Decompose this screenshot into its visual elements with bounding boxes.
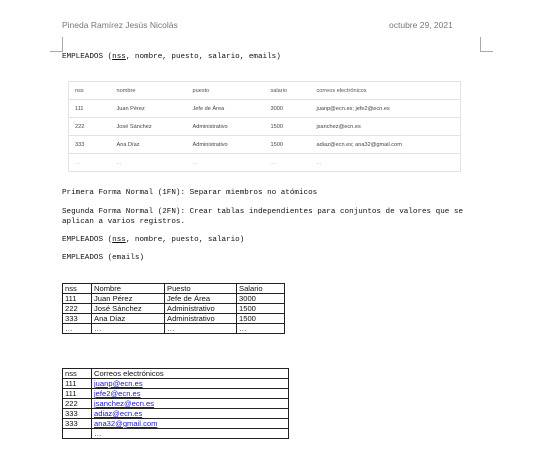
table-row xyxy=(69,154,461,172)
table-cell: 111 xyxy=(63,379,92,389)
email-link[interactable]: juanp@ecn.es xyxy=(94,379,143,388)
table-cell: 111 xyxy=(69,100,111,118)
table-cell: jsanchez@ecn.es xyxy=(311,118,461,136)
table-cell: Juan Pérez xyxy=(111,100,187,118)
table-row xyxy=(63,304,285,314)
schema-key: nss xyxy=(112,53,126,61)
column-header: Salario xyxy=(237,284,285,294)
table-cell xyxy=(92,399,289,409)
second-normal-form-text-line2: aplican a varios registros. xyxy=(62,218,186,226)
email-link[interactable]: ana32@gmail.com xyxy=(94,419,158,428)
table-cell: ... xyxy=(69,154,111,172)
table-row xyxy=(63,419,289,429)
table-cell: Jefe de Área xyxy=(165,294,237,304)
table-cell: 3000 xyxy=(265,100,311,118)
table-cell: adiaz@ecn.es; ana32@gmail.com xyxy=(311,136,461,154)
table-row xyxy=(63,399,289,409)
table-cell: 333 xyxy=(63,409,92,419)
table-cell: Ana Díaz xyxy=(92,314,165,324)
column-header: salario xyxy=(265,82,311,100)
table-cell xyxy=(63,429,92,439)
table-cell: 333 xyxy=(63,419,92,429)
table-row xyxy=(69,136,461,154)
table-cell: Jefe de Área xyxy=(187,100,265,118)
column-header: Puesto xyxy=(165,284,237,294)
table-row xyxy=(69,100,461,118)
table-row xyxy=(63,379,289,389)
table-cell: ... xyxy=(111,154,187,172)
table-cell: … xyxy=(63,324,92,334)
emails-table xyxy=(62,368,289,439)
schema-key: nss xyxy=(112,236,126,244)
table-header-row xyxy=(63,369,289,379)
table-cell: ... xyxy=(265,154,311,172)
table-cell: Juan Pérez xyxy=(92,294,165,304)
table-row xyxy=(63,314,285,324)
table-cell: 1500 xyxy=(265,118,311,136)
table-cell: ... xyxy=(311,154,461,172)
column-header: nombre xyxy=(111,82,187,100)
table-cell: … xyxy=(165,324,237,334)
email-link[interactable]: jefe2@ecn.es xyxy=(94,389,141,398)
header-date: octubre 29, 2021 xyxy=(389,20,453,30)
table-cell: … xyxy=(92,429,289,439)
column-header: nss xyxy=(63,369,92,379)
table-cell: Administrativo xyxy=(187,118,265,136)
emails-schema-line: EMPLEADOS (emails) xyxy=(62,254,145,262)
schema-suffix: , nombre, puesto, salario) xyxy=(125,236,245,244)
table-row xyxy=(63,294,285,304)
column-header: Nombre xyxy=(92,284,165,294)
table-header-row xyxy=(63,284,285,294)
column-header: puesto xyxy=(187,82,265,100)
email-link[interactable]: jsanchez@ecn.es xyxy=(94,399,155,408)
table-cell: … xyxy=(237,324,285,334)
unnormalized-table xyxy=(68,81,461,172)
email-link[interactable]: adiaz@ecn.es xyxy=(94,409,143,418)
table-row xyxy=(63,409,289,419)
table-header-row xyxy=(69,82,461,100)
column-header: nss xyxy=(63,284,92,294)
second-normal-form-text-line1: Segunda Forma Normal (2FN): Crear tablas independientes para conjuntos de valores que se xyxy=(62,208,464,216)
employees-table xyxy=(62,283,285,334)
table-cell xyxy=(92,379,289,389)
table-cell: 333 xyxy=(69,136,111,154)
table-row xyxy=(63,389,289,399)
table-cell: 1500 xyxy=(265,136,311,154)
table-cell: 1500 xyxy=(237,304,285,314)
table-row xyxy=(69,118,461,136)
table-row xyxy=(63,324,285,334)
column-header: correos electrónicos xyxy=(311,82,461,100)
table-cell: Administrativo xyxy=(165,314,237,324)
table-cell: José Sánchez xyxy=(111,118,187,136)
table-cell: … xyxy=(92,324,165,334)
table-cell: Administrativo xyxy=(165,304,237,314)
table-row xyxy=(63,429,289,439)
table-cell: 111 xyxy=(63,389,92,399)
table-cell xyxy=(92,389,289,399)
table-cell: Ana Díaz xyxy=(111,136,187,154)
margin-corner-left xyxy=(50,37,63,52)
table-cell: 3000 xyxy=(237,294,285,304)
schema-line xyxy=(62,53,281,61)
table-cell: juanp@ecn.es; jefe2@ecn.es xyxy=(311,100,461,118)
margin-corner-right xyxy=(480,37,493,52)
table-cell: 111 xyxy=(63,294,92,304)
header-author: Pineda Ramírez Jesús Nicolás xyxy=(62,20,178,30)
table-cell: 222 xyxy=(69,118,111,136)
table-cell: 222 xyxy=(63,399,92,409)
column-header: Correos electrónicos xyxy=(92,369,289,379)
table-cell: 1500 xyxy=(237,314,285,324)
table-cell xyxy=(92,419,289,429)
table-cell xyxy=(92,409,289,419)
first-normal-form-text: Primera Forma Normal (1FN): Separar miembros no atómicos xyxy=(62,189,318,197)
column-header: nss xyxy=(69,82,111,100)
table-cell: 333 xyxy=(63,314,92,324)
schema-prefix: EMPLEADOS ( xyxy=(62,53,113,61)
table-cell: 222 xyxy=(63,304,92,314)
schema-prefix: EMPLEADOS ( xyxy=(62,236,113,244)
table-cell: Administrativo xyxy=(187,136,265,154)
empleados-schema-line xyxy=(62,236,244,244)
table-cell: José Sánchez xyxy=(92,304,165,314)
table-cell: ... xyxy=(187,154,265,172)
schema-suffix: , nombre, puesto, salario, emails) xyxy=(125,53,281,61)
